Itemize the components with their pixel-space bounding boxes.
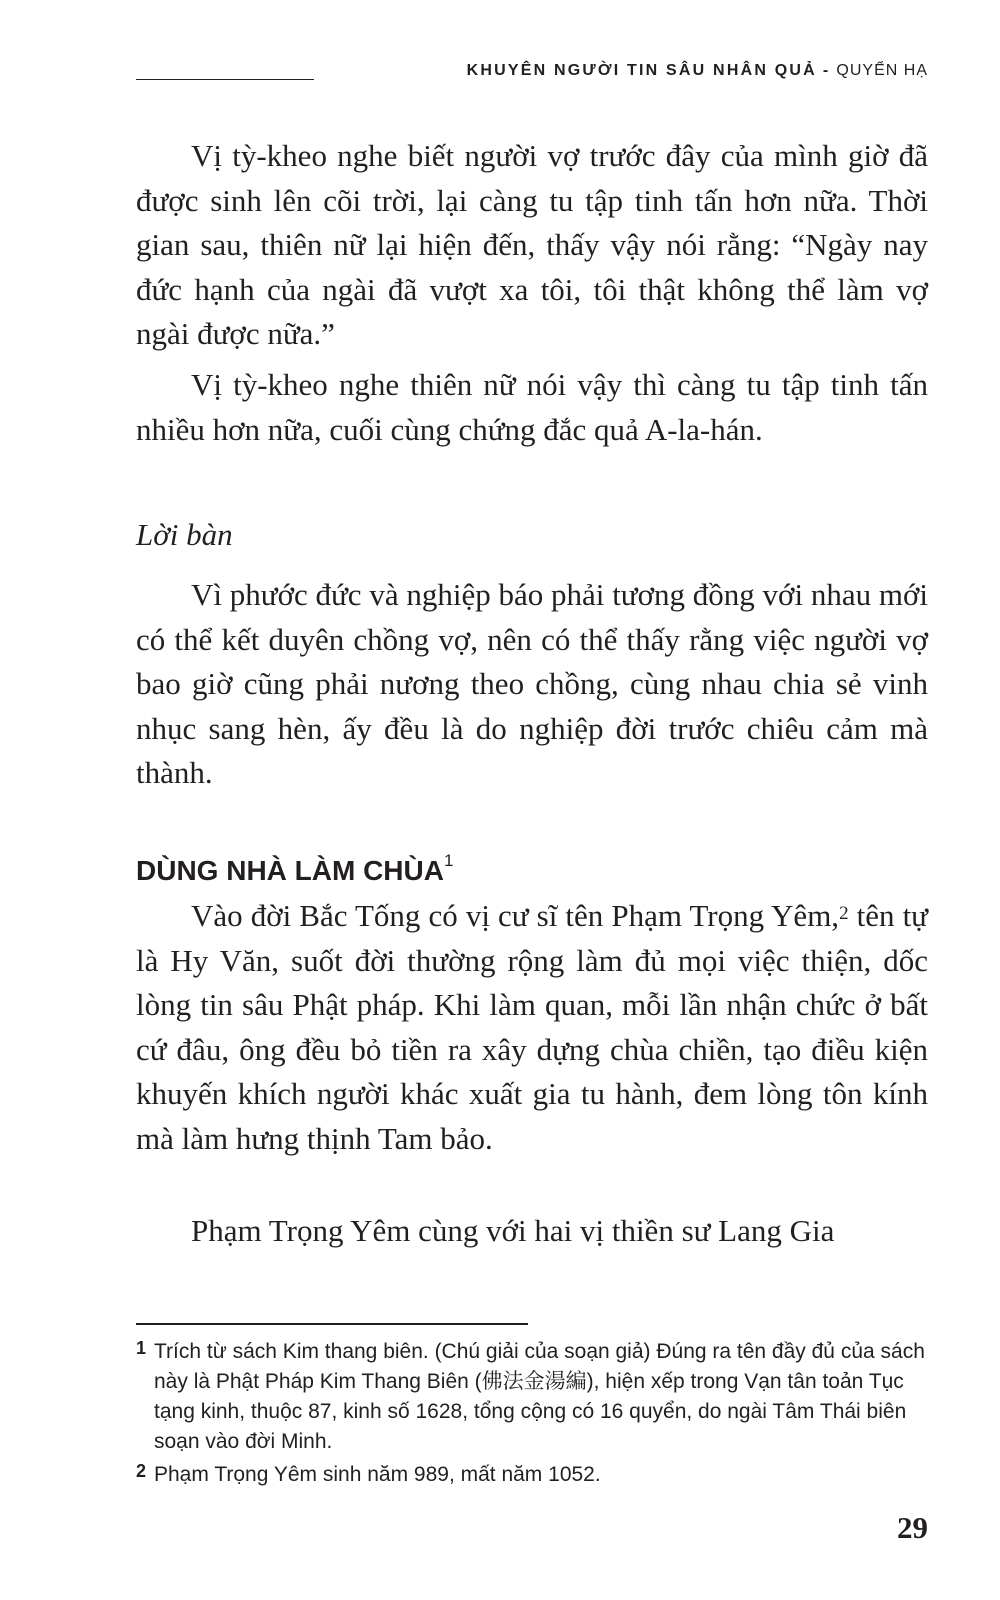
page-number: 29 bbox=[897, 1510, 928, 1545]
section-heading bbox=[136, 851, 454, 887]
footnote-1-number: 1 bbox=[136, 1338, 147, 1358]
paragraph-3: Vì phước đức và nghiệp báo phải tương đồng với nhau mới có thể kết duyên chồng vợ, nên có thể thấy rằng việc người vợ bao giờ cũng phải nương theo chồng, cùng nhau chia sẻ vinh nhục sang hèn, ấy đều là do nghiệp đời trước chiêu cảm mà thành. bbox=[136, 577, 928, 790]
running-header-separator: - bbox=[822, 62, 831, 79]
paragraph-4-rest: tên tự là Hy Văn, suốt đời thường rộng làm đủ mọi việc thiện, dốc lòng tin sâu Phật pháp. Khi làm quan, mỗi lần nhận chức ở bất cứ đâu, ông đều bỏ tiền ra xây dựng chùa chiền, tạo điều kiện khuyến khích người khác xuất gia tu hành, đem lòng tôn kính mà làm hưng thịnh Tam bảo. bbox=[136, 898, 928, 1156]
running-header bbox=[467, 62, 928, 80]
running-header-volume: QUYỂN HẠ bbox=[836, 62, 928, 79]
footnote-2-number: 2 bbox=[136, 1461, 147, 1481]
footnote-rule bbox=[136, 1323, 528, 1325]
footnote-1 bbox=[136, 1337, 928, 1457]
header-rule bbox=[136, 79, 314, 80]
footnote-1-text: Trích từ sách Kim thang biên. (Chú giải của soạn giả) Đúng ra tên đầy đủ của sách này là Phật Pháp Kim Thang Biên (佛法金湯編), hiện xếp trong Vạn tân toản Tục tạng kinh, thuộc 87, kinh số 1628, tổng cộng có 16 quyển, do ngài Tâm Thái biên soạn vào đời Minh. bbox=[154, 1340, 925, 1453]
footnote-ref-1: 1 bbox=[443, 851, 454, 870]
paragraph-2: Vị tỳ-kheo nghe thiên nữ nói vậy thì càng tu tập tinh tấn nhiều hơn nữa, cuối cùng chứng đắc quả A-la-hán. bbox=[136, 367, 928, 447]
paragraph-4 bbox=[136, 894, 928, 1161]
footnote-2 bbox=[136, 1460, 928, 1490]
commentary-label: Lời bàn bbox=[136, 517, 233, 552]
paragraph-4-start: Vào đời Bắc Tống có vị cư sĩ tên Phạm Trọng Yêm, bbox=[191, 898, 840, 933]
footnote-2-text: Phạm Trọng Yêm sinh năm 989, mất năm 1052. bbox=[154, 1463, 601, 1486]
paragraph-1: Vị tỳ-kheo nghe biết người vợ trước đây của mình giờ đã được sinh lên cõi trời, lại càng tu tập tinh tấn hơn nữa. Thời gian sau, thiên nữ lại hiện đến, thấy vậy nói rằng: “Ngày nay đức hạnh của ngài đã vượt xa tôi, tôi thật không thể làm vợ ngài được nữa.” bbox=[136, 138, 928, 351]
section-heading-text: DÙNG NHÀ LÀM CHÙA bbox=[136, 855, 444, 886]
paragraph-5: Phạm Trọng Yêm cùng với hai vị thiền sư Lang Gia bbox=[191, 1213, 835, 1248]
running-header-title: KHUYÊN NGƯỜI TIN SÂU NHÂN QUẢ bbox=[466, 62, 817, 79]
footnote-ref-2: 2 bbox=[839, 903, 849, 924]
